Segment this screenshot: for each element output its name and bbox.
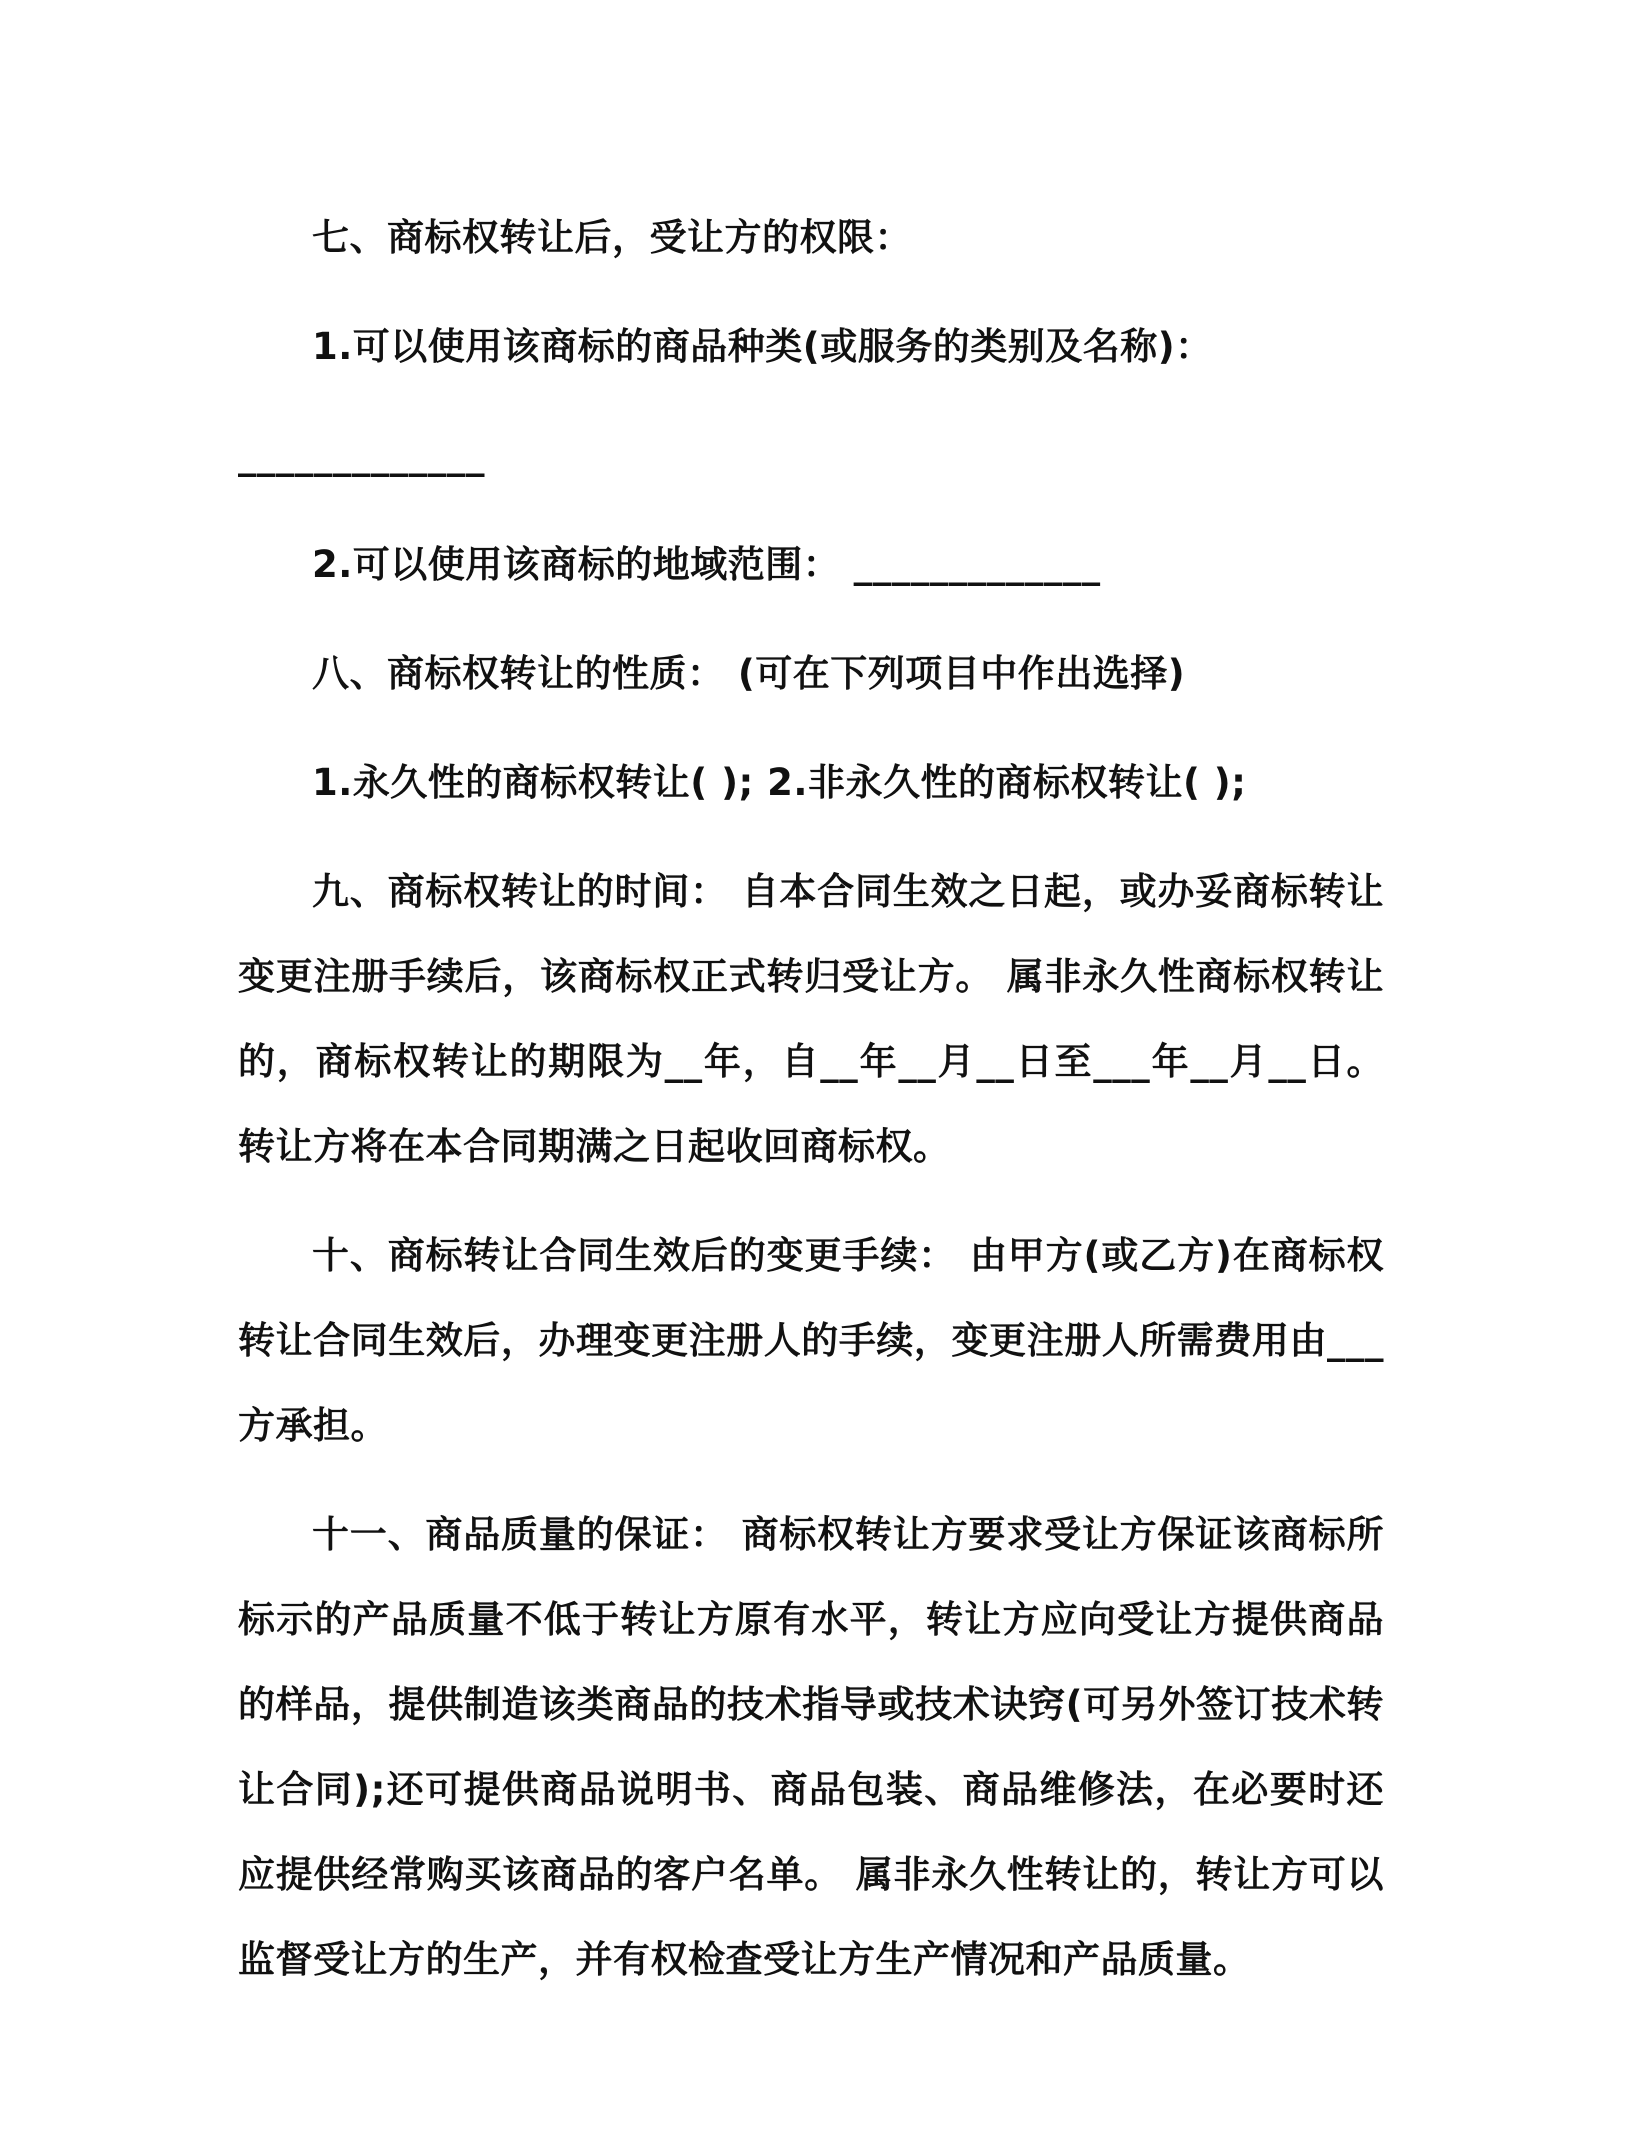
blank-underscore-line: _____________ <box>238 434 485 477</box>
paragraph-section-10-procedures: 十、商标转让合同生效后的变更手续： 由甲方(或乙方)在商标权转让合同生效后，办理变更注册人的手续，变更注册人所需费用由___方承担。 <box>238 1234 1384 1447</box>
paragraph-section-9-time: 九、商标权转让的时间： 自本合同生效之日起，或办妥商标转让变更注册手续后，该商标权正式转归受让方。 属非永久性商标权转让的，商标权转让的期限为__年，自__年__月__日至___年__月__日。 转让方将在本合同期满之日起收回商标权。 <box>238 870 1384 1168</box>
paragraph-section-11-quality: 十一、商品质量的保证： 商标权转让方要求受让方保证该商标所标示的产品质量不低于转让方原有水平，转让方应向受让方提供商品的样品，提供制造该类商品的技术指导或技术诀窍(可另外签订技术转让合同);还可提供商品说明书、商品包装、商品维修法，在必要时还应提供经常购买该商品的客户名单。 属非永久性转让的，转让方可以监督受让方的生产，并有权检查受让方生产情况和产品质量。 <box>238 1513 1384 1981</box>
paragraph-transfer-options: 1.永久性的商标权转让( ); 2.非永久性的商标权转让( ); <box>312 761 1247 804</box>
contract-body <box>238 195 1384 2002</box>
paragraph-section-8-nature: 八、商标权转让的性质： (可在下列项目中作出选择) <box>312 652 1186 695</box>
paragraph-item-1-goods-types: 1.可以使用该商标的商品种类(或服务的类别及名称)： <box>312 325 1213 368</box>
paragraph-item-2-territory: 2.可以使用该商标的地域范围： _____________ <box>312 543 1101 586</box>
paragraph-section-7-title: 七、商标权转让后，受让方的权限： <box>312 216 912 259</box>
